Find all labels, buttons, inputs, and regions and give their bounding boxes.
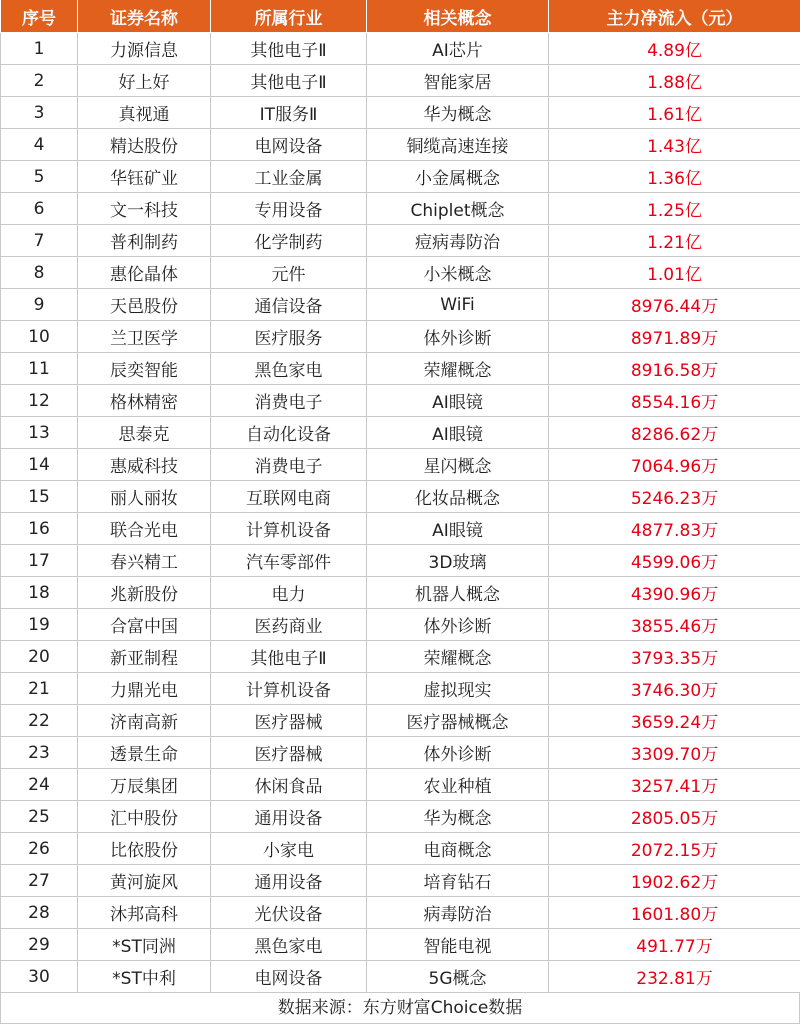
- table-row: [1, 833, 800, 865]
- cell-net-inflow: 3257.41万: [549, 769, 800, 801]
- cell-rank: 30: [1, 961, 78, 993]
- cell-rank: 27: [1, 865, 78, 897]
- cell-rank: 3: [1, 97, 78, 129]
- cell-net-inflow: 3793.35万: [549, 641, 800, 673]
- cell-concept: 小米概念: [367, 257, 549, 289]
- cell-net-inflow: 3659.24万: [549, 705, 800, 737]
- cell-net-inflow: 1.43亿: [549, 129, 800, 161]
- cell-stock-name: 合富中国: [78, 609, 211, 641]
- cell-rank: 18: [1, 577, 78, 609]
- table-row: [1, 161, 800, 193]
- cell-rank: 5: [1, 161, 78, 193]
- cell-stock-name: 格林精密: [78, 385, 211, 417]
- cell-rank: 23: [1, 737, 78, 769]
- cell-net-inflow: 1.61亿: [549, 97, 800, 129]
- cell-industry: 其他电子Ⅱ: [211, 641, 367, 673]
- cell-stock-name: 济南高新: [78, 705, 211, 737]
- cell-concept: 农业种植: [367, 769, 549, 801]
- cell-industry: 汽车零部件: [211, 545, 367, 577]
- cell-concept: AI眼镜: [367, 385, 549, 417]
- cell-stock-name: 好上好: [78, 65, 211, 97]
- cell-net-inflow: 4599.06万: [549, 545, 800, 577]
- cell-rank: 8: [1, 257, 78, 289]
- table-row: [1, 545, 800, 577]
- cell-net-inflow: 232.81万: [549, 961, 800, 993]
- table-row: [1, 641, 800, 673]
- cell-concept: AI芯片: [367, 33, 549, 65]
- cell-rank: 26: [1, 833, 78, 865]
- cell-rank: 16: [1, 513, 78, 545]
- cell-rank: 15: [1, 481, 78, 513]
- cell-concept: 5G概念: [367, 961, 549, 993]
- table-row: [1, 897, 800, 929]
- header-rank: 序号: [1, 0, 78, 33]
- cell-net-inflow: 1902.62万: [549, 865, 800, 897]
- header-net-inflow: 主力净流入（元）: [549, 0, 800, 33]
- cell-industry: 黑色家电: [211, 929, 367, 961]
- cell-stock-name: *ST同洲: [78, 929, 211, 961]
- table-row: [1, 289, 800, 321]
- cell-concept: 电商概念: [367, 833, 549, 865]
- cell-rank: 17: [1, 545, 78, 577]
- cell-concept: 华为概念: [367, 97, 549, 129]
- cell-stock-name: 天邑股份: [78, 289, 211, 321]
- cell-concept: Chiplet概念: [367, 193, 549, 225]
- table-row: [1, 801, 800, 833]
- cell-stock-name: 丽人丽妆: [78, 481, 211, 513]
- cell-concept: 机器人概念: [367, 577, 549, 609]
- cell-industry: 电网设备: [211, 961, 367, 993]
- cell-net-inflow: 4.89亿: [549, 33, 800, 65]
- cell-net-inflow: 1.36亿: [549, 161, 800, 193]
- cell-stock-name: 万辰集团: [78, 769, 211, 801]
- cell-industry: IT服务Ⅱ: [211, 97, 367, 129]
- cell-rank: 21: [1, 673, 78, 705]
- cell-concept: 星闪概念: [367, 449, 549, 481]
- cell-industry: 医疗器械: [211, 705, 367, 737]
- cell-concept: 化妆品概念: [367, 481, 549, 513]
- table-row: [1, 257, 800, 289]
- cell-concept: 智能电视: [367, 929, 549, 961]
- cell-net-inflow: 4390.96万: [549, 577, 800, 609]
- table-row: [1, 97, 800, 129]
- cell-net-inflow: 1.01亿: [549, 257, 800, 289]
- cell-stock-name: 真视通: [78, 97, 211, 129]
- cell-net-inflow: 7064.96万: [549, 449, 800, 481]
- table-row: [1, 449, 800, 481]
- header-stock-name: 证券名称: [78, 0, 211, 33]
- table-row: [1, 961, 800, 993]
- cell-rank: 2: [1, 65, 78, 97]
- cell-concept: 痘病毒防治: [367, 225, 549, 257]
- cell-concept: 体外诊断: [367, 609, 549, 641]
- cell-industry: 元件: [211, 257, 367, 289]
- cell-industry: 专用设备: [211, 193, 367, 225]
- cell-industry: 医疗服务: [211, 321, 367, 353]
- cell-stock-name: 黄河旋风: [78, 865, 211, 897]
- cell-net-inflow: 8554.16万: [549, 385, 800, 417]
- cell-rank: 22: [1, 705, 78, 737]
- cell-concept: 荣耀概念: [367, 641, 549, 673]
- cell-concept: 华为概念: [367, 801, 549, 833]
- cell-industry: 工业金属: [211, 161, 367, 193]
- cell-stock-name: 新亚制程: [78, 641, 211, 673]
- cell-industry: 通信设备: [211, 289, 367, 321]
- cell-concept: AI眼镜: [367, 513, 549, 545]
- cell-concept: 虚拟现实: [367, 673, 549, 705]
- cell-concept: 体外诊断: [367, 737, 549, 769]
- cell-net-inflow: 4877.83万: [549, 513, 800, 545]
- cell-rank: 19: [1, 609, 78, 641]
- table-row: [1, 673, 800, 705]
- table-row: [1, 481, 800, 513]
- cell-rank: 11: [1, 353, 78, 385]
- cell-stock-name: 力源信息: [78, 33, 211, 65]
- cell-stock-name: 华钰矿业: [78, 161, 211, 193]
- cell-rank: 10: [1, 321, 78, 353]
- cell-stock-name: 力鼎光电: [78, 673, 211, 705]
- cell-net-inflow: 1.25亿: [549, 193, 800, 225]
- cell-stock-name: 比依股份: [78, 833, 211, 865]
- table-row: [1, 929, 800, 961]
- cell-stock-name: 精达股份: [78, 129, 211, 161]
- cell-stock-name: 惠威科技: [78, 449, 211, 481]
- cell-concept: 医疗器械概念: [367, 705, 549, 737]
- cell-stock-name: 透景生命: [78, 737, 211, 769]
- cell-rank: 20: [1, 641, 78, 673]
- cell-industry: 通用设备: [211, 865, 367, 897]
- cell-rank: 12: [1, 385, 78, 417]
- cell-concept: 智能家居: [367, 65, 549, 97]
- header-industry: 所属行业: [211, 0, 367, 33]
- cell-concept: AI眼镜: [367, 417, 549, 449]
- table-row: [1, 193, 800, 225]
- table-row: [1, 513, 800, 545]
- cell-stock-name: 兆新股份: [78, 577, 211, 609]
- cell-net-inflow: 3746.30万: [549, 673, 800, 705]
- cell-stock-name: 联合光电: [78, 513, 211, 545]
- cell-industry: 计算机设备: [211, 513, 367, 545]
- table-header-row: [1, 0, 800, 33]
- cell-net-inflow: 491.77万: [549, 929, 800, 961]
- cell-industry: 光伏设备: [211, 897, 367, 929]
- cell-stock-name: 春兴精工: [78, 545, 211, 577]
- cell-net-inflow: 8971.89万: [549, 321, 800, 353]
- cell-industry: 休闲食品: [211, 769, 367, 801]
- cell-rank: 7: [1, 225, 78, 257]
- cell-industry: 电网设备: [211, 129, 367, 161]
- cell-rank: 6: [1, 193, 78, 225]
- cell-industry: 其他电子Ⅱ: [211, 33, 367, 65]
- cell-rank: 14: [1, 449, 78, 481]
- cell-industry: 消费电子: [211, 449, 367, 481]
- cell-concept: 铜缆高速连接: [367, 129, 549, 161]
- source-footer: 数据来源：东方财富Choice数据: [0, 993, 800, 1024]
- table-row: [1, 129, 800, 161]
- cell-rank: 24: [1, 769, 78, 801]
- cell-stock-name: *ST中利: [78, 961, 211, 993]
- cell-industry: 医药商业: [211, 609, 367, 641]
- cell-rank: 9: [1, 289, 78, 321]
- cell-stock-name: 惠伦晶体: [78, 257, 211, 289]
- cell-industry: 化学制药: [211, 225, 367, 257]
- table-row: [1, 865, 800, 897]
- table-row: [1, 609, 800, 641]
- cell-net-inflow: 8916.58万: [549, 353, 800, 385]
- cell-industry: 自动化设备: [211, 417, 367, 449]
- cell-industry: 计算机设备: [211, 673, 367, 705]
- cell-concept: 3D玻璃: [367, 545, 549, 577]
- cell-rank: 25: [1, 801, 78, 833]
- cell-concept: WiFi: [367, 289, 549, 321]
- cell-net-inflow: 8976.44万: [549, 289, 800, 321]
- cell-industry: 通用设备: [211, 801, 367, 833]
- cell-industry: 其他电子Ⅱ: [211, 65, 367, 97]
- cell-rank: 29: [1, 929, 78, 961]
- cell-concept: 病毒防治: [367, 897, 549, 929]
- cell-rank: 4: [1, 129, 78, 161]
- cell-stock-name: 文一科技: [78, 193, 211, 225]
- cell-concept: 荣耀概念: [367, 353, 549, 385]
- table-row: [1, 769, 800, 801]
- table-row: [1, 353, 800, 385]
- cell-net-inflow: 8286.62万: [549, 417, 800, 449]
- cell-industry: 互联网电商: [211, 481, 367, 513]
- cell-net-inflow: 2805.05万: [549, 801, 800, 833]
- cell-net-inflow: 1.21亿: [549, 225, 800, 257]
- cell-net-inflow: 1.88亿: [549, 65, 800, 97]
- cell-stock-name: 沐邦高科: [78, 897, 211, 929]
- cell-industry: 消费电子: [211, 385, 367, 417]
- table-row: [1, 225, 800, 257]
- cell-concept: 培育钻石: [367, 865, 549, 897]
- table-row: [1, 65, 800, 97]
- cell-net-inflow: 2072.15万: [549, 833, 800, 865]
- cell-stock-name: 思泰克: [78, 417, 211, 449]
- cell-stock-name: 辰奕智能: [78, 353, 211, 385]
- table-row: [1, 737, 800, 769]
- table-row: [1, 577, 800, 609]
- cell-stock-name: 兰卫医学: [78, 321, 211, 353]
- cell-stock-name: 汇中股份: [78, 801, 211, 833]
- table-row: [1, 705, 800, 737]
- cell-net-inflow: 3309.70万: [549, 737, 800, 769]
- cell-industry: 医疗器械: [211, 737, 367, 769]
- cell-net-inflow: 3855.46万: [549, 609, 800, 641]
- cell-rank: 28: [1, 897, 78, 929]
- cell-concept: 体外诊断: [367, 321, 549, 353]
- table-row: [1, 385, 800, 417]
- cell-concept: 小金属概念: [367, 161, 549, 193]
- cell-industry: 黑色家电: [211, 353, 367, 385]
- cell-industry: 小家电: [211, 833, 367, 865]
- header-concept: 相关概念: [367, 0, 549, 33]
- cell-rank: 1: [1, 33, 78, 65]
- table-row: [1, 417, 800, 449]
- table-body: [1, 33, 800, 993]
- table-row: [1, 321, 800, 353]
- cell-net-inflow: 5246.23万: [549, 481, 800, 513]
- cell-stock-name: 普利制药: [78, 225, 211, 257]
- table-row: [1, 33, 800, 65]
- cell-net-inflow: 1601.80万: [549, 897, 800, 929]
- cell-industry: 电力: [211, 577, 367, 609]
- cell-rank: 13: [1, 417, 78, 449]
